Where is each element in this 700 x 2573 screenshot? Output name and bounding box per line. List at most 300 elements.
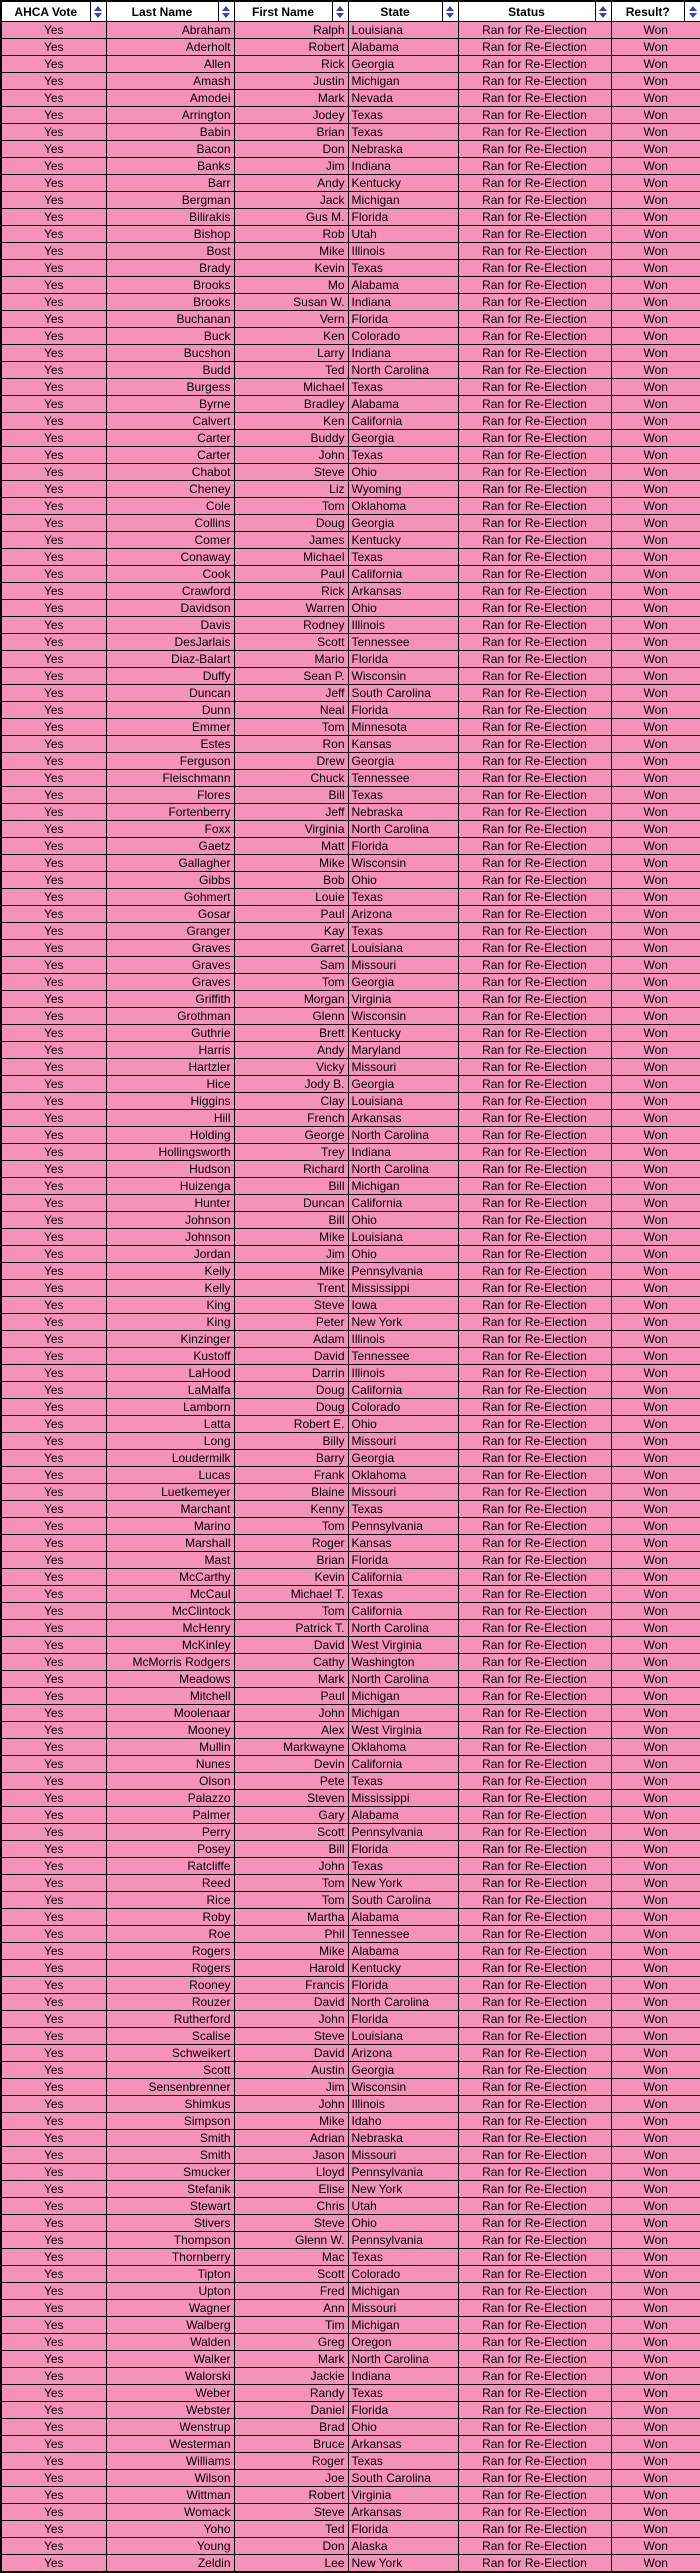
cell-status: Ran for Re-Election: [458, 1926, 611, 1943]
table-row: [1, 1518, 700, 1535]
cell-last_name: Hill: [106, 1110, 234, 1127]
cell-result: Won: [611, 209, 700, 226]
table-row: [1, 1484, 700, 1501]
cell-status: Ran for Re-Election: [458, 770, 611, 787]
cell-ahca_vote: Yes: [1, 566, 106, 583]
cell-ahca_vote: Yes: [1, 1297, 106, 1314]
cell-last_name: Smucker: [106, 2164, 234, 2181]
cell-state: Missouri: [348, 957, 458, 974]
cell-status: Ran for Re-Election: [458, 1688, 611, 1705]
table-row: [1, 1552, 700, 1569]
cell-result: Won: [611, 1552, 700, 1569]
cell-first_name: Francis: [234, 1977, 348, 1994]
cell-first_name: Robert E.: [234, 1416, 348, 1433]
table-row: [1, 1722, 700, 1739]
cell-last_name: Banks: [106, 158, 234, 175]
cell-first_name: Peter: [234, 1314, 348, 1331]
cell-status: Ran for Re-Election: [458, 1382, 611, 1399]
table-row: [1, 2538, 700, 2555]
cell-status: Ran for Re-Election: [458, 1739, 611, 1756]
cell-ahca_vote: Yes: [1, 838, 106, 855]
cell-last_name: Duffy: [106, 668, 234, 685]
table-row: [1, 328, 700, 345]
cell-result: Won: [611, 1654, 700, 1671]
cell-state: Colorado: [348, 328, 458, 345]
cell-result: Won: [611, 22, 700, 39]
cell-result: Won: [611, 1671, 700, 1688]
cell-ahca_vote: Yes: [1, 2334, 106, 2351]
cell-last_name: Carter: [106, 430, 234, 447]
cell-last_name: Posey: [106, 1841, 234, 1858]
cell-state: Louisiana: [348, 2028, 458, 2045]
cell-result: Won: [611, 1535, 700, 1552]
cell-ahca_vote: Yes: [1, 1960, 106, 1977]
cell-last_name: Stefanik: [106, 2181, 234, 2198]
cell-state: Nebraska: [348, 2130, 458, 2147]
table-row: [1, 2419, 700, 2436]
cell-first_name: Scott: [234, 1824, 348, 1841]
cell-ahca_vote: Yes: [1, 294, 106, 311]
sort-icon[interactable]: [332, 2, 348, 21]
cell-state: Alabama: [348, 1909, 458, 1926]
sort-down-arrow-icon[interactable]: [222, 13, 230, 18]
column-header-content: [459, 2, 611, 21]
cell-first_name: Chuck: [234, 770, 348, 787]
cell-ahca_vote: Yes: [1, 1841, 106, 1858]
cell-last_name: Ferguson: [106, 753, 234, 770]
cell-ahca_vote: Yes: [1, 2164, 106, 2181]
cell-ahca_vote: Yes: [1, 2504, 106, 2521]
cell-status: Ran for Re-Election: [458, 2130, 611, 2147]
cell-status: Ran for Re-Election: [458, 1246, 611, 1263]
cell-ahca_vote: Yes: [1, 481, 106, 498]
cell-state: California: [348, 1382, 458, 1399]
cell-ahca_vote: Yes: [1, 651, 106, 668]
table-row: [1, 277, 700, 294]
cell-status: Ran for Re-Election: [458, 311, 611, 328]
cell-first_name: Tim: [234, 2317, 348, 2334]
sort-down-arrow-icon[interactable]: [599, 13, 607, 18]
table-row: [1, 2011, 700, 2028]
cell-status: Ran for Re-Election: [458, 2419, 611, 2436]
cell-result: Won: [611, 1603, 700, 1620]
cell-result: Won: [611, 158, 700, 175]
cell-result: Won: [611, 702, 700, 719]
cell-result: Won: [611, 1195, 700, 1212]
cell-state: Georgia: [348, 1076, 458, 1093]
table-row: [1, 957, 700, 974]
cell-first_name: Jack: [234, 192, 348, 209]
cell-status: Ran for Re-Election: [458, 1875, 611, 1892]
cell-last_name: Lamborn: [106, 1399, 234, 1416]
table-row: [1, 2028, 700, 2045]
cell-result: Won: [611, 923, 700, 940]
cell-status: Ran for Re-Election: [458, 1552, 611, 1569]
column-header-content: [235, 2, 348, 21]
cell-result: Won: [611, 1739, 700, 1756]
cell-last_name: King: [106, 1314, 234, 1331]
cell-first_name: Doug: [234, 1382, 348, 1399]
cell-last_name: Palazzo: [106, 1790, 234, 1807]
cell-result: Won: [611, 464, 700, 481]
cell-state: Tennessee: [348, 1926, 458, 1943]
cell-first_name: Larry: [234, 345, 348, 362]
cell-result: Won: [611, 379, 700, 396]
cell-first_name: Mark: [234, 2351, 348, 2368]
cell-result: Won: [611, 2453, 700, 2470]
cell-state: Louisiana: [348, 940, 458, 957]
cell-status: Ran for Re-Election: [458, 1433, 611, 1450]
cell-first_name: Don: [234, 141, 348, 158]
cell-last_name: Cheney: [106, 481, 234, 498]
cell-last_name: Duncan: [106, 685, 234, 702]
cell-ahca_vote: Yes: [1, 1467, 106, 1484]
cell-ahca_vote: Yes: [1, 2215, 106, 2232]
cell-ahca_vote: Yes: [1, 1688, 106, 1705]
column-header-label: AHCA Vote: [2, 2, 90, 21]
cell-ahca_vote: Yes: [1, 1042, 106, 1059]
table-row: [1, 2521, 700, 2538]
cell-result: Won: [611, 413, 700, 430]
cell-status: Ran for Re-Election: [458, 617, 611, 634]
cell-result: Won: [611, 1025, 700, 1042]
cell-result: Won: [611, 2011, 700, 2028]
cell-status: Ran for Re-Election: [458, 515, 611, 532]
cell-state: Minnesota: [348, 719, 458, 736]
cell-status: Ran for Re-Election: [458, 1008, 611, 1025]
cell-first_name: Devin: [234, 1756, 348, 1773]
cell-state: Florida: [348, 2011, 458, 2028]
cell-last_name: McCaul: [106, 1586, 234, 1603]
cell-first_name: Kay: [234, 923, 348, 940]
cell-state: Florida: [348, 1841, 458, 1858]
cell-first_name: Glenn W.: [234, 2232, 348, 2249]
cell-state: Florida: [348, 2402, 458, 2419]
cell-state: Nebraska: [348, 141, 458, 158]
cell-state: Texas: [348, 1501, 458, 1518]
cell-first_name: Robert: [234, 2487, 348, 2504]
cell-last_name: Davidson: [106, 600, 234, 617]
cell-status: Ran for Re-Election: [458, 583, 611, 600]
cell-first_name: Rick: [234, 56, 348, 73]
table-row: [1, 1756, 700, 1773]
cell-ahca_vote: Yes: [1, 1790, 106, 1807]
table-row: [1, 515, 700, 532]
sort-down-arrow-icon[interactable]: [94, 13, 102, 18]
cell-last_name: Brooks: [106, 294, 234, 311]
cell-ahca_vote: Yes: [1, 22, 106, 39]
cell-status: Ran for Re-Election: [458, 481, 611, 498]
sort-icon[interactable]: [90, 2, 106, 21]
column-header-last_name[interactable]: [106, 1, 234, 22]
cell-last_name: Rouzer: [106, 1994, 234, 2011]
cell-status: Ran for Re-Election: [458, 345, 611, 362]
cell-status: Ran for Re-Election: [458, 2079, 611, 2096]
cell-result: Won: [611, 600, 700, 617]
cell-first_name: Mike: [234, 1943, 348, 1960]
cell-first_name: Brad: [234, 2419, 348, 2436]
sort-icon[interactable]: [442, 2, 458, 21]
cell-status: Ran for Re-Election: [458, 1501, 611, 1518]
cell-result: Won: [611, 1450, 700, 1467]
cell-last_name: Gallagher: [106, 855, 234, 872]
cell-ahca_vote: Yes: [1, 2266, 106, 2283]
cell-result: Won: [611, 2351, 700, 2368]
cell-ahca_vote: Yes: [1, 1943, 106, 1960]
cell-result: Won: [611, 2062, 700, 2079]
column-header-result[interactable]: [611, 1, 700, 22]
cell-ahca_vote: Yes: [1, 940, 106, 957]
table-row: [1, 1399, 700, 1416]
cell-first_name: Andy: [234, 175, 348, 192]
table-row: [1, 56, 700, 73]
cell-ahca_vote: Yes: [1, 889, 106, 906]
table-row: [1, 22, 700, 39]
cell-status: Ran for Re-Election: [458, 1858, 611, 1875]
cell-first_name: Frank: [234, 1467, 348, 1484]
cell-result: Won: [611, 2436, 700, 2453]
cell-ahca_vote: Yes: [1, 2232, 106, 2249]
table-row: [1, 73, 700, 90]
cell-result: Won: [611, 2402, 700, 2419]
cell-state: Wisconsin: [348, 668, 458, 685]
cell-status: Ran for Re-Election: [458, 243, 611, 260]
cell-first_name: John: [234, 447, 348, 464]
cell-state: Wisconsin: [348, 2079, 458, 2096]
cell-first_name: Ralph: [234, 22, 348, 39]
sort-up-arrow-icon[interactable]: [446, 6, 454, 11]
cell-status: Ran for Re-Election: [458, 294, 611, 311]
cell-ahca_vote: Yes: [1, 2555, 106, 2573]
cell-ahca_vote: Yes: [1, 2317, 106, 2334]
cell-state: Pennsylvania: [348, 2164, 458, 2181]
cell-first_name: Matt: [234, 838, 348, 855]
cell-last_name: Brooks: [106, 277, 234, 294]
cell-ahca_vote: Yes: [1, 515, 106, 532]
cell-first_name: Tom: [234, 719, 348, 736]
cell-ahca_vote: Yes: [1, 2283, 106, 2300]
cell-status: Ran for Re-Election: [458, 1620, 611, 1637]
cell-first_name: Sean P.: [234, 668, 348, 685]
sort-icon[interactable]: [218, 2, 234, 21]
cell-ahca_vote: Yes: [1, 2147, 106, 2164]
cell-status: Ran for Re-Election: [458, 2317, 611, 2334]
cell-first_name: Rick: [234, 583, 348, 600]
cell-status: Ran for Re-Election: [458, 413, 611, 430]
sort-up-arrow-icon[interactable]: [222, 6, 230, 11]
cell-last_name: Rooney: [106, 1977, 234, 1994]
cell-last_name: Arrington: [106, 107, 234, 124]
sort-up-arrow-icon[interactable]: [599, 6, 607, 11]
cell-result: Won: [611, 515, 700, 532]
cell-first_name: Jim: [234, 158, 348, 175]
sort-down-arrow-icon[interactable]: [336, 13, 344, 18]
cell-result: Won: [611, 1926, 700, 1943]
cell-result: Won: [611, 1773, 700, 1790]
cell-first_name: Gary: [234, 1807, 348, 1824]
sort-up-arrow-icon[interactable]: [336, 6, 344, 11]
table-row: [1, 1195, 700, 1212]
cell-status: Ran for Re-Election: [458, 175, 611, 192]
cell-ahca_vote: Yes: [1, 2470, 106, 2487]
cell-state: Alabama: [348, 1807, 458, 1824]
cell-result: Won: [611, 2266, 700, 2283]
cell-result: Won: [611, 2521, 700, 2538]
cell-status: Ran for Re-Election: [458, 2453, 611, 2470]
cell-last_name: Gosar: [106, 906, 234, 923]
cell-last_name: LaMalfa: [106, 1382, 234, 1399]
cell-result: Won: [611, 226, 700, 243]
cell-ahca_vote: Yes: [1, 1110, 106, 1127]
cell-ahca_vote: Yes: [1, 991, 106, 1008]
cell-first_name: Cathy: [234, 1654, 348, 1671]
column-header-first_name[interactable]: [234, 1, 348, 22]
table-row: [1, 1280, 700, 1297]
cell-last_name: DesJarlais: [106, 634, 234, 651]
table-row: [1, 311, 700, 328]
cell-last_name: Griffith: [106, 991, 234, 1008]
cell-first_name: Tom: [234, 1603, 348, 1620]
cell-first_name: Mike: [234, 2113, 348, 2130]
cell-first_name: Bill: [234, 1178, 348, 1195]
cell-last_name: Rogers: [106, 1943, 234, 1960]
cell-result: Won: [611, 1212, 700, 1229]
cell-first_name: Bruce: [234, 2436, 348, 2453]
table-row: [1, 209, 700, 226]
cell-status: Ran for Re-Election: [458, 1722, 611, 1739]
cell-result: Won: [611, 1688, 700, 1705]
cell-result: Won: [611, 889, 700, 906]
table-row: [1, 651, 700, 668]
cell-last_name: McMorris Rodgers: [106, 1654, 234, 1671]
cell-result: Won: [611, 124, 700, 141]
cell-state: Missouri: [348, 1059, 458, 1076]
cell-result: Won: [611, 2147, 700, 2164]
cell-last_name: Loudermilk: [106, 1450, 234, 1467]
cell-status: Ran for Re-Election: [458, 2368, 611, 2385]
cell-first_name: Jeff: [234, 804, 348, 821]
cell-state: Texas: [348, 889, 458, 906]
cell-result: Won: [611, 328, 700, 345]
cell-state: Virginia: [348, 2487, 458, 2504]
cell-first_name: Jim: [234, 2079, 348, 2096]
cell-last_name: McCarthy: [106, 1569, 234, 1586]
sort-down-arrow-icon[interactable]: [446, 13, 454, 18]
cell-state: North Carolina: [348, 821, 458, 838]
cell-last_name: Kelly: [106, 1263, 234, 1280]
cell-state: Pennsylvania: [348, 2232, 458, 2249]
cell-last_name: Hudson: [106, 1161, 234, 1178]
table-row: [1, 991, 700, 1008]
cell-result: Won: [611, 107, 700, 124]
cell-status: Ran for Re-Election: [458, 1705, 611, 1722]
cell-status: Ran for Re-Election: [458, 447, 611, 464]
cell-ahca_vote: Yes: [1, 2538, 106, 2555]
column-header-status[interactable]: [458, 1, 611, 22]
column-header-ahca_vote[interactable]: [1, 1, 106, 22]
table-row: [1, 549, 700, 566]
cell-last_name: Amodei: [106, 90, 234, 107]
column-header-state[interactable]: [348, 1, 458, 22]
cell-ahca_vote: Yes: [1, 1807, 106, 1824]
cell-state: Tennessee: [348, 1348, 458, 1365]
sort-up-arrow-icon[interactable]: [689, 6, 697, 11]
cell-status: Ran for Re-Election: [458, 1297, 611, 1314]
cell-status: Ran for Re-Election: [458, 1977, 611, 1994]
cell-first_name: Morgan: [234, 991, 348, 1008]
cell-result: Won: [611, 1909, 700, 1926]
cell-status: Ran for Re-Election: [458, 464, 611, 481]
cell-state: Virginia: [348, 991, 458, 1008]
cell-status: Ran for Re-Election: [458, 1365, 611, 1382]
cell-last_name: Hartzler: [106, 1059, 234, 1076]
table-row: [1, 1093, 700, 1110]
cell-result: Won: [611, 498, 700, 515]
cell-last_name: Williams: [106, 2453, 234, 2470]
sort-icon[interactable]: [684, 2, 700, 21]
sort-up-arrow-icon[interactable]: [94, 6, 102, 11]
cell-ahca_vote: Yes: [1, 1773, 106, 1790]
cell-result: Won: [611, 311, 700, 328]
cell-status: Ran for Re-Election: [458, 1773, 611, 1790]
cell-first_name: Bradley: [234, 396, 348, 413]
cell-ahca_vote: Yes: [1, 2079, 106, 2096]
cell-result: Won: [611, 1161, 700, 1178]
cell-first_name: Kevin: [234, 260, 348, 277]
cell-first_name: Billy: [234, 1433, 348, 1450]
cell-status: Ran for Re-Election: [458, 1807, 611, 1824]
cell-first_name: Vern: [234, 311, 348, 328]
cell-result: Won: [611, 1008, 700, 1025]
cell-ahca_vote: Yes: [1, 2436, 106, 2453]
cell-result: Won: [611, 1705, 700, 1722]
table-row: [1, 1569, 700, 1586]
cell-first_name: Randy: [234, 2385, 348, 2402]
cell-status: Ran for Re-Election: [458, 2300, 611, 2317]
cell-first_name: Michael: [234, 379, 348, 396]
cell-last_name: Graves: [106, 940, 234, 957]
table-row: [1, 1892, 700, 1909]
cell-last_name: Shimkus: [106, 2096, 234, 2113]
sort-down-arrow-icon[interactable]: [689, 13, 697, 18]
cell-state: Alabama: [348, 1943, 458, 1960]
cell-result: Won: [611, 1943, 700, 1960]
table-row: [1, 719, 700, 736]
cell-result: Won: [611, 1569, 700, 1586]
cell-last_name: Reed: [106, 1875, 234, 1892]
cell-status: Ran for Re-Election: [458, 821, 611, 838]
cell-first_name: Richard: [234, 1161, 348, 1178]
cell-last_name: Mitchell: [106, 1688, 234, 1705]
cell-last_name: Holding: [106, 1127, 234, 1144]
cell-last_name: Webster: [106, 2402, 234, 2419]
sort-icon[interactable]: [595, 2, 611, 21]
cell-status: Ran for Re-Election: [458, 362, 611, 379]
cell-result: Won: [611, 1382, 700, 1399]
cell-status: Ran for Re-Election: [458, 141, 611, 158]
cell-result: Won: [611, 906, 700, 923]
cell-status: Ran for Re-Election: [458, 668, 611, 685]
cell-status: Ran for Re-Election: [458, 753, 611, 770]
cell-status: Ran for Re-Election: [458, 2113, 611, 2130]
table-row: [1, 430, 700, 447]
cell-ahca_vote: Yes: [1, 1858, 106, 1875]
cell-first_name: Mike: [234, 1229, 348, 1246]
table-row: [1, 345, 700, 362]
cell-ahca_vote: Yes: [1, 1518, 106, 1535]
cell-status: Ran for Re-Election: [458, 906, 611, 923]
table-row: [1, 1960, 700, 1977]
